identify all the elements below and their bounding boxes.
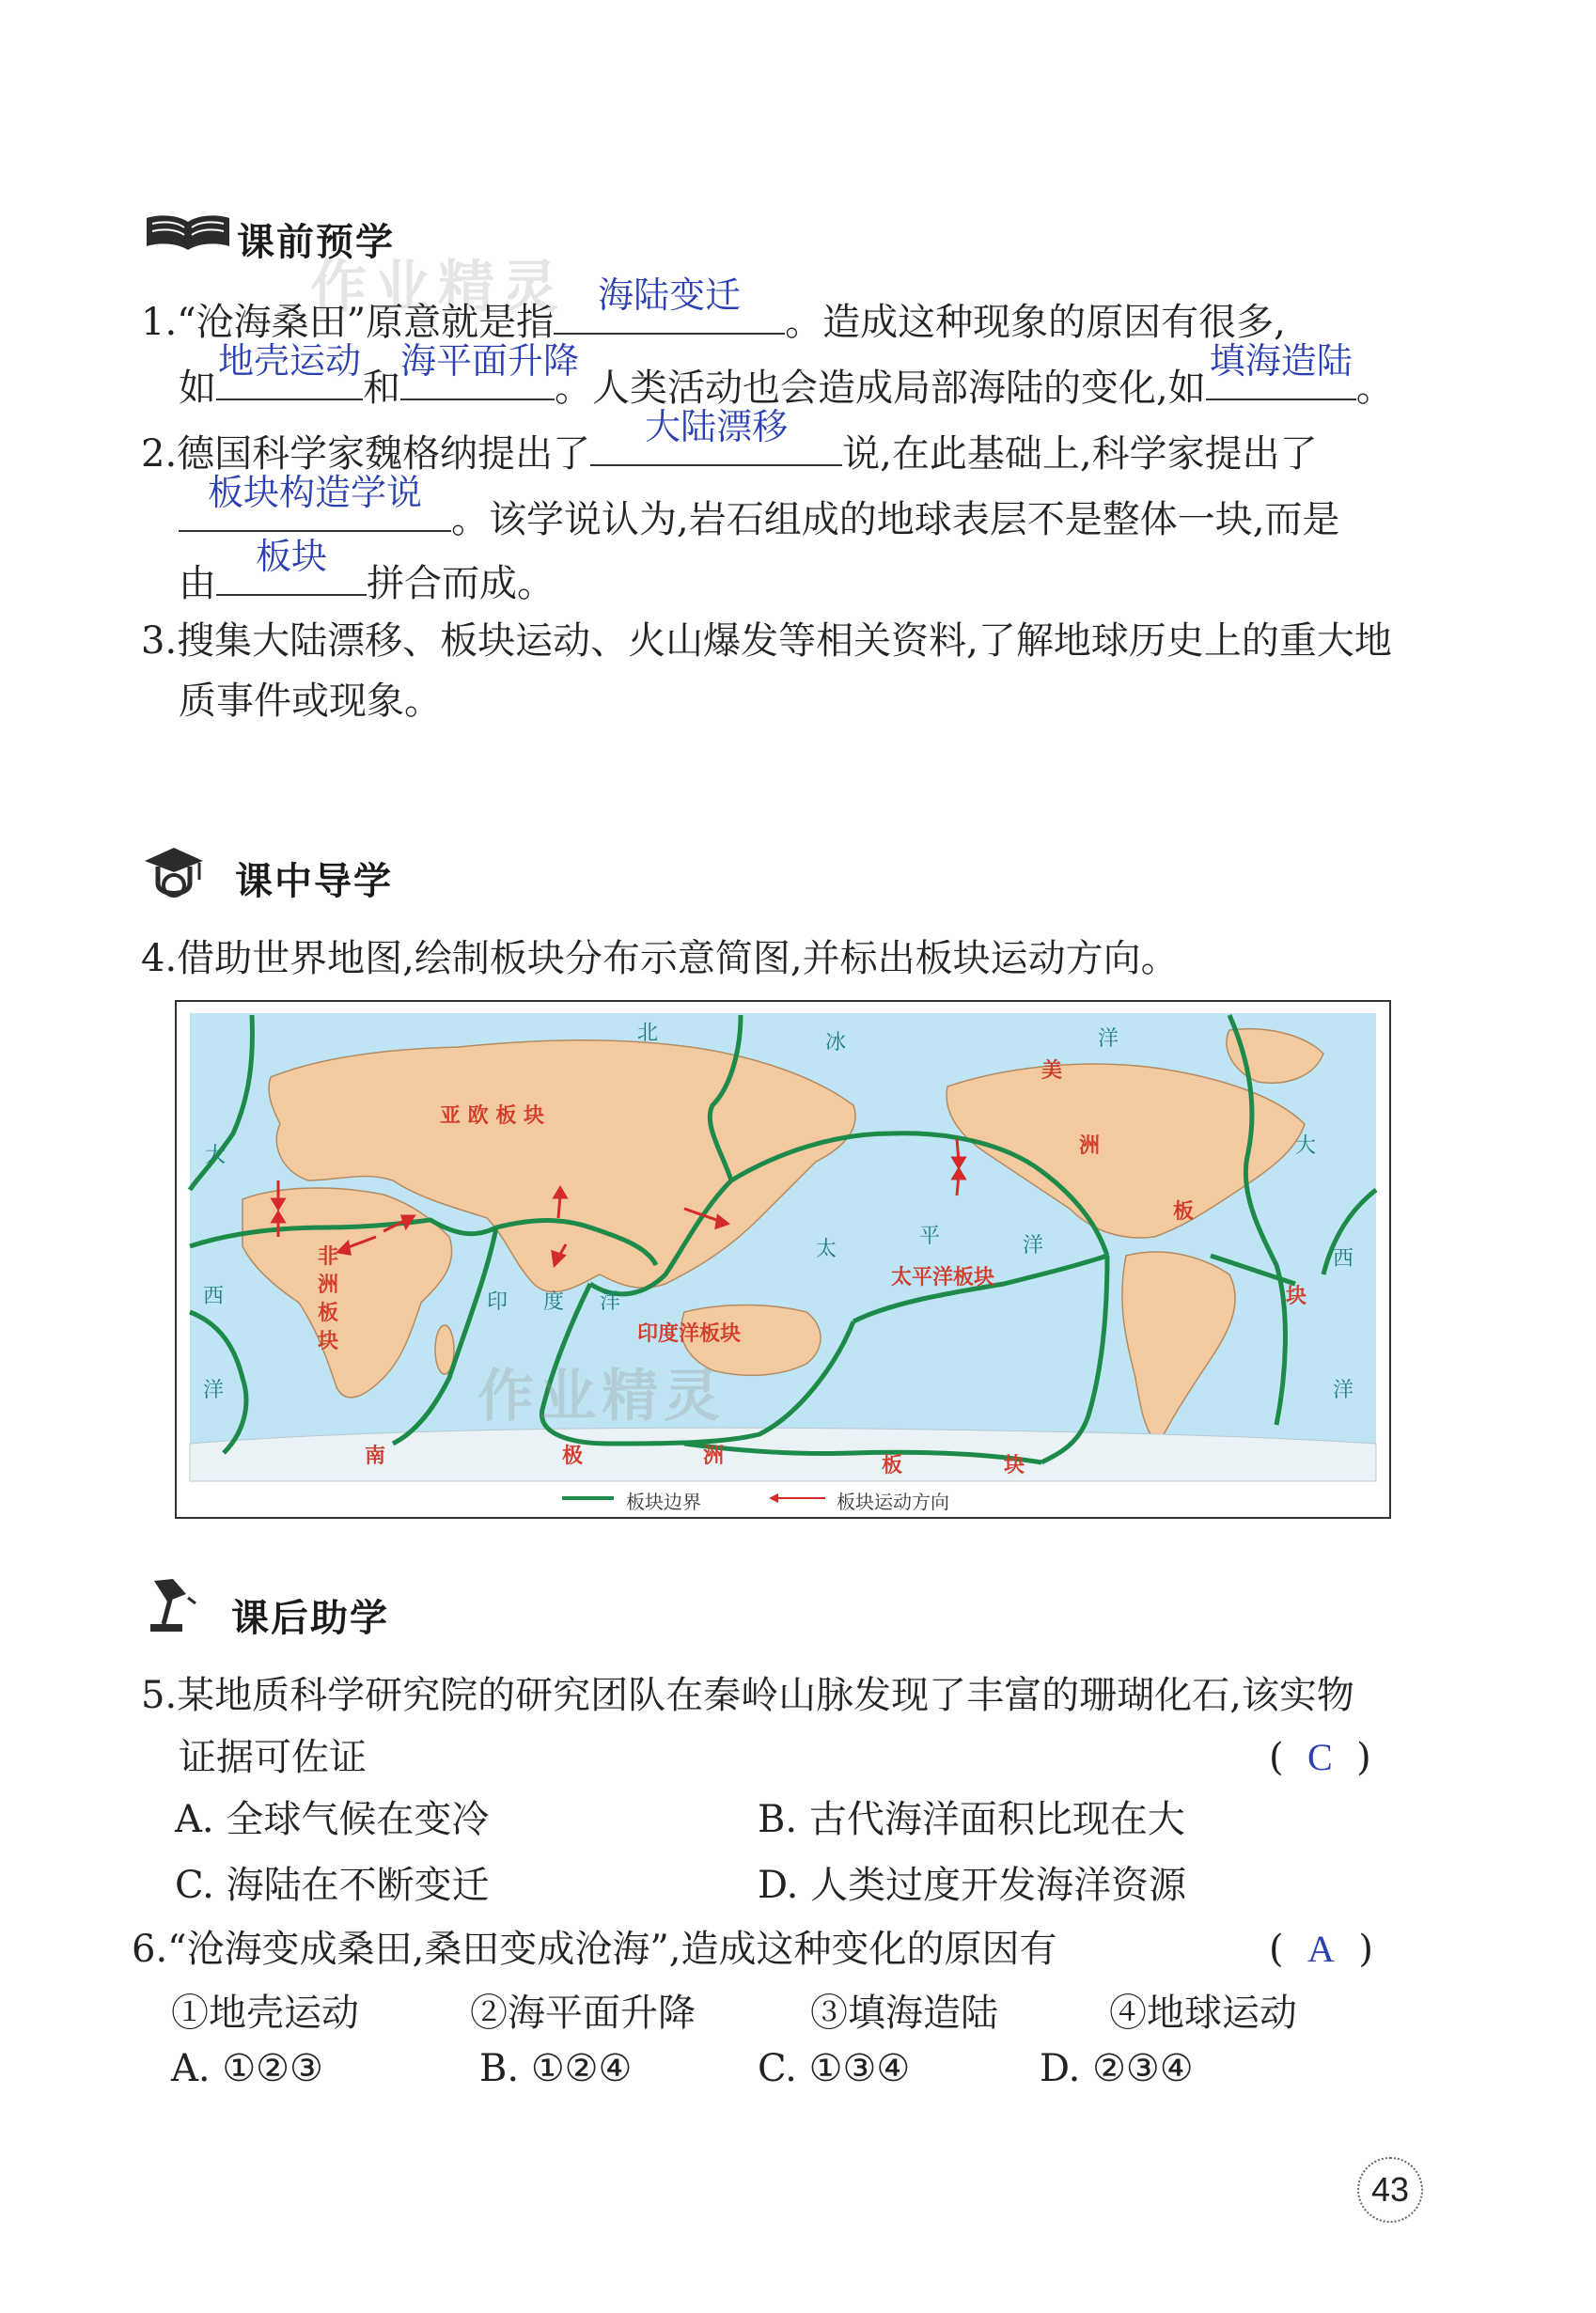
question-3-line-2: 质事件或现象。 [179, 680, 442, 723]
svg-text:南: 南 [365, 1445, 386, 1468]
page-number: 43 [1357, 2157, 1423, 2223]
svg-text:大: 大 [1295, 1134, 1317, 1158]
question-text: 。该学说认为,岩石组成的地球表层不是整体一块,而是 [451, 498, 1340, 541]
handwritten-choice: C [1307, 1736, 1333, 1778]
svg-text:洋: 洋 [1098, 1027, 1119, 1051]
svg-text:大: 大 [205, 1144, 227, 1167]
question-text: 如 [179, 367, 216, 410]
handwritten-choice: A [1307, 1928, 1335, 1970]
svg-text:北: 北 [637, 1022, 659, 1045]
section-title-pre: 课前预学 [237, 221, 395, 264]
question-number: 2. [141, 432, 178, 476]
question-text: 拼合而成。 [367, 562, 555, 605]
option-6-b[interactable]: B. ①②④ [479, 2047, 633, 2090]
graduation-cap-icon [141, 842, 207, 908]
svg-text:板: 板 [882, 1454, 903, 1477]
section-header-post [145, 1571, 201, 1641]
handwritten-answer: 海陆变迁 [598, 274, 742, 316]
svg-text:洋: 洋 [1333, 1379, 1354, 1402]
question-number: 5. [141, 1674, 178, 1717]
svg-text:洋: 洋 [1023, 1234, 1044, 1258]
desk-lamp-icon [145, 1571, 201, 1637]
option-5-d[interactable]: D. 人类过度开发海洋资源 [758, 1864, 1187, 1907]
svg-text:极: 极 [562, 1445, 584, 1468]
question-text: 借助世界地图,绘制板块分布示意简图,并标出板块运动方向。 [177, 937, 1179, 980]
svg-text:太: 太 [816, 1238, 837, 1261]
svg-text:冰: 冰 [825, 1031, 847, 1055]
open-book-icon [141, 209, 235, 256]
handwritten-answer: 板块 [255, 536, 327, 577]
question-text: 由 [179, 562, 216, 605]
handwritten-answer: 海平面升降 [400, 340, 580, 382]
question-4 [141, 927, 1179, 991]
option-6-c[interactable]: C. ①③④ [758, 2047, 911, 2090]
svg-text:板: 板 [318, 1302, 339, 1325]
section-title-mid: 课中导学 [235, 860, 393, 903]
question-text: 说,在此基础上,科学家提出了 [842, 432, 1318, 476]
question-text: 和 [363, 367, 400, 410]
world-plate-map [177, 1002, 1389, 1517]
svg-text:洲: 洲 [703, 1445, 725, 1468]
option-5-b[interactable]: B. 古代海洋面积比现在大 [758, 1798, 1185, 1841]
question-text: 。人类活动也会造成局部海陆的变化,如 [555, 367, 1206, 410]
svg-text:块: 块 [1004, 1454, 1025, 1477]
question-text: 。 [1355, 367, 1394, 410]
statement-6-2: ②海平面升降 [470, 1992, 696, 2035]
svg-text:西: 西 [1333, 1247, 1354, 1271]
svg-text:洋: 洋 [600, 1290, 621, 1314]
svg-text:洲: 洲 [318, 1274, 339, 1297]
label-indian-plate: 印度洋板块 [637, 1322, 742, 1346]
svg-text:块: 块 [318, 1330, 339, 1353]
section-title-post: 课后助学 [231, 1597, 389, 1640]
handwritten-answer: 地壳运动 [217, 340, 361, 382]
statement-6-3: ③填海造陆 [810, 1992, 998, 2035]
option-6-a[interactable]: A. ①②③ [171, 2047, 323, 2090]
question-text: “沧海变成桑田,桑田变成沧海”,造成这种变化的原因有 [167, 1928, 1057, 1971]
legend-boundary-label: 板块边界 [626, 1491, 701, 1513]
section-header-pre [141, 209, 235, 259]
answer-bracket-6[interactable]: ( A ) [1269, 1928, 1373, 1971]
handwritten-answer: 板块构造学说 [207, 472, 422, 513]
option-6-d[interactable]: D. ②③④ [1040, 2047, 1194, 2090]
answer-blank-5[interactable] [590, 406, 842, 466]
section-header-mid [141, 842, 207, 912]
svg-text:块: 块 [1286, 1285, 1307, 1308]
question-3-line-1 [141, 609, 1392, 673]
svg-text:西: 西 [203, 1285, 225, 1308]
question-number: 3. [141, 619, 178, 663]
question-number: 6. [132, 1928, 168, 1971]
svg-text:印: 印 [487, 1290, 509, 1314]
svg-text:洋: 洋 [203, 1379, 225, 1402]
handwritten-answer: 填海造陆 [1209, 340, 1353, 382]
svg-text:美: 美 [1041, 1059, 1063, 1083]
answer-blank-7[interactable] [216, 536, 367, 596]
answer-blank-4[interactable] [1206, 340, 1356, 400]
label-indian-ocean [487, 1290, 620, 1314]
question-text: “沧海桑田”原意就是指 [177, 301, 555, 344]
question-text: 。造成这种现象的原因有很多, [785, 301, 1286, 344]
statement-6-4: ④地球运动 [1109, 1992, 1297, 2035]
watermark-map: 作业精灵 [477, 1364, 726, 1430]
legend-direction-label: 板块运动方向 [837, 1491, 949, 1513]
svg-text:洲: 洲 [1079, 1134, 1101, 1158]
question-5-line-1 [141, 1664, 1354, 1727]
question-text: 搜集大陆漂移、板块运动、火山爆发等相关资料,了解地球历史上的重大地 [177, 619, 1392, 663]
svg-text:非: 非 [318, 1245, 339, 1269]
svg-text:度: 度 [543, 1290, 565, 1314]
question-number: 4. [141, 937, 178, 980]
question-6-line-1 [132, 1917, 1057, 1981]
answer-blank-3[interactable] [400, 340, 580, 400]
question-2-line-3 [179, 536, 555, 616]
watermark-top: 作业精灵 [310, 255, 566, 320]
svg-text:平: 平 [919, 1225, 941, 1248]
question-text: 德国科学家魏格纳提出了 [177, 432, 591, 476]
question-number: 1. [141, 301, 178, 344]
question-text: 某地质科学研究院的研究团队在秦岭山脉发现了丰富的珊瑚化石,该实物 [177, 1674, 1354, 1717]
option-5-c[interactable]: C. 海陆在不断变迁 [175, 1864, 490, 1907]
question-5-line-2: 证据可佐证 [179, 1736, 367, 1779]
label-pacific-plate: 太平洋板块 [891, 1266, 995, 1289]
answer-blank-1[interactable] [554, 274, 785, 335]
option-5-a[interactable]: A. 全球气候在变冷 [175, 1798, 490, 1841]
plate-map-frame [175, 1000, 1391, 1519]
svg-text:板: 板 [1173, 1200, 1195, 1224]
answer-blank-2[interactable] [216, 340, 363, 400]
answer-bracket-5[interactable]: ( C ) [1269, 1736, 1371, 1779]
handwritten-answer: 大陆漂移 [645, 406, 789, 447]
statement-6-1: ①地壳运动 [171, 1992, 359, 2035]
label-eurasian-plate: 亚 欧 板 块 [440, 1104, 544, 1128]
